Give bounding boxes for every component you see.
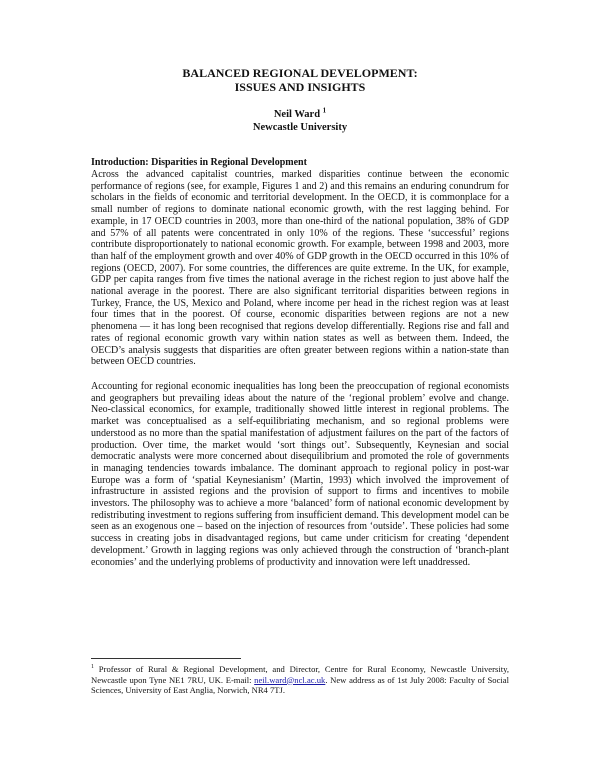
- footnote-text-before-email: Professor of Rural & Regional Development, and Director, Centre for Rural Economy, Newcastle University, Newcastle upon Tyne NE1 7RU, UK. E-mail:: [91, 664, 509, 685]
- title-line-2: ISSUES AND INSIGHTS: [234, 80, 366, 94]
- footnote: [91, 664, 509, 696]
- author-footnote-marker[interactable]: 1: [322, 106, 327, 115]
- author-name-text: Neil Ward: [273, 109, 321, 120]
- paragraph-1: Across the advanced capitalist countries, marked disparities continue between the economic performance of regions (see, for example, Figures 1 and 2) and this remains an enduring conundrum for scholars in the fields of economic and territorial development. In the OECD, it is commonplace for a small number of regions to dominate national economic growth, with the rest lagging behind. For example, in 17 OECD countries in 2003, more than one-third of the national population, 38% of GDP and 57% of all patents were concentrated in only 10% of the regions. These ‘successful’ regions contribute disproportionately to national economic growth. For example, between 1998 and 2003, more than half of the employment growth and over 40% of GDP growth in the OECD occurred in this 10% of regions (OECD, 2007). For some countries, the differences are quite extreme. In the UK, for example, GDP per capita ranges from five times the national average in the richest region to just above half the national average in the poorest. There are also significant territorial disparities between regions in Turkey, France, the US, Mexico and Poland, where income per head in the richest region was at least four times that in the poorest. Of course, economic disparities between regions are not a new phenomena — it has long been recognised that regions develop differentially. Regions rise and fall and rates of regional economic growth vary within nation states as well as between them. Indeed, the OECD’s analysis suggests that disparities are often greater between regions within a nation-state than between OECD countries.: [91, 169, 509, 368]
- author-name: [0, 108, 600, 122]
- section-heading: Introduction: Disparities in Regional Development: [91, 157, 307, 168]
- author-affiliation: Newcastle University: [252, 122, 348, 133]
- footnote-text-after-email: . New address as of 1st July 2008: Faculty of Social Sciences, University of East Anglia, Norwich, NR4 7TJ.: [91, 674, 510, 695]
- title-line-1: BALANCED REGIONAL DEVELOPMENT:: [182, 66, 418, 80]
- footnote-divider: [91, 658, 241, 659]
- footnote-marker: 1: [91, 664, 94, 671]
- paragraph-2: Accounting for regional economic inequalities has long been the preoccupation of regional economists and geographers but prevailing ideas about the nature of the ‘regional problem’ evolve and change. Neo-classical economics, for example, traditionally showed little interest in regional problems. The market was conceptualised as a self-equilibriating mechanism, and so regional problems were understood as no more than the spatial manifestation of adjustment failures on the part of the factors of production. Over time, the market would ‘sort things out’. Subsequently, Keynesian and social democratic analysts were more concerned about disequilibrium and promoted the role of governments in managing tendencies towards imbalance. The dominant approach to regional policy in post-war Europe was a form of ‘spatial Keynesianism’ (Martin, 1993) which involved the improvement of infrastructure in assisted regions and the provision of support to firms and incentives to mobile investors. The philosophy was to achieve a more ‘balanced’ form of national economic development by redistributing investment to regions suffering from insufficient demand. This development model can be seen as an exogenous one – based on the injection of resources from ‘outside’. These policies had some success in creating jobs in disadvantaged regions, but came under criticism for creating ‘dependent development.’ Growth in lagging regions was only achieved through the construction of ‘branch-plant economies’ and the underlying problems of productivity and innovation were left unaddressed.: [91, 381, 509, 568]
- email-link[interactable]: neil.ward@ncl.ac.uk: [254, 674, 326, 685]
